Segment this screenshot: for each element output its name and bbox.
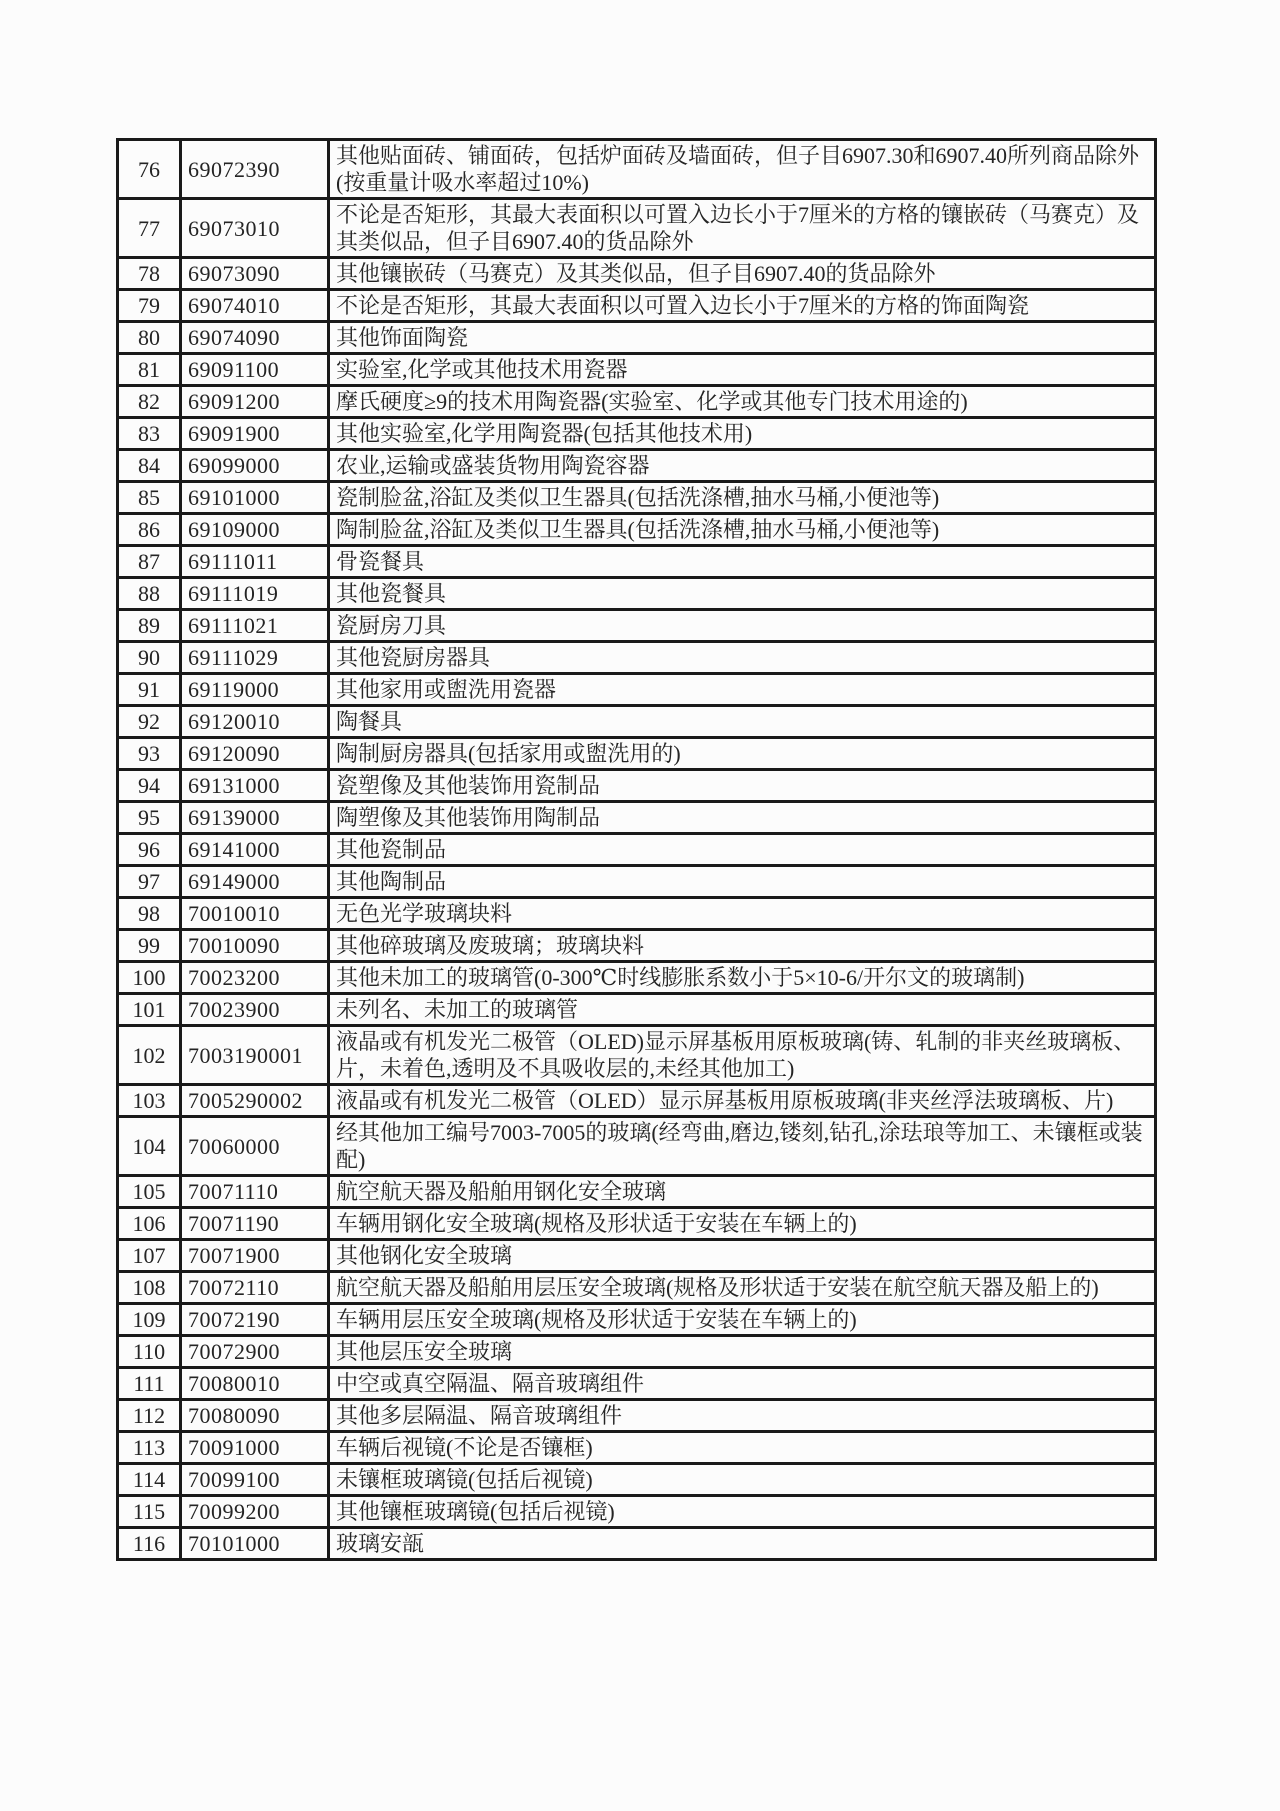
- description-cell: 液晶或有机发光二极管（OLED）显示屏基板用原板玻璃(非夹丝浮法玻璃板、片): [329, 1085, 1156, 1117]
- description-cell: 不论是否矩形，其最大表面积以可置入边长小于7厘米的方格的饰面陶瓷: [329, 290, 1156, 322]
- hs-code-cell: 70010010: [181, 898, 329, 930]
- row-number-cell: 114: [118, 1464, 181, 1496]
- row-number-cell: 99: [118, 930, 181, 962]
- table-row: [118, 1272, 1156, 1304]
- hs-code-cell: 69120010: [181, 706, 329, 738]
- hs-code-cell: 70072190: [181, 1304, 329, 1336]
- table-row: [118, 546, 1156, 578]
- hs-code-cell: 69072390: [181, 140, 329, 199]
- description-cell: 陶制脸盆,浴缸及类似卫生器具(包括洗涤槽,抽水马桶,小便池等): [329, 514, 1156, 546]
- table-row: [118, 962, 1156, 994]
- description-cell: 经其他加工编号7003-7005的玻璃(经弯曲,磨边,镂刻,钻孔,涂珐琅等加工、未镶框或装配): [329, 1117, 1156, 1176]
- table-row: [118, 199, 1156, 258]
- row-number-cell: 101: [118, 994, 181, 1026]
- table-row: [118, 642, 1156, 674]
- row-number-cell: 82: [118, 386, 181, 418]
- hs-code-cell: 69099000: [181, 450, 329, 482]
- table-row: [118, 1304, 1156, 1336]
- table-row: [118, 514, 1156, 546]
- row-number-cell: 86: [118, 514, 181, 546]
- row-number-cell: 110: [118, 1336, 181, 1368]
- table-row: [118, 706, 1156, 738]
- description-cell: 陶餐具: [329, 706, 1156, 738]
- row-number-cell: 108: [118, 1272, 181, 1304]
- description-cell: 其他瓷制品: [329, 834, 1156, 866]
- description-cell: 未镶框玻璃镜(包括后视镜): [329, 1464, 1156, 1496]
- table-row: [118, 386, 1156, 418]
- hs-code-cell: 69101000: [181, 482, 329, 514]
- description-cell: 其他家用或盥洗用瓷器: [329, 674, 1156, 706]
- description-cell: 无色光学玻璃块料: [329, 898, 1156, 930]
- table-row: [118, 1085, 1156, 1117]
- row-number-cell: 113: [118, 1432, 181, 1464]
- description-cell: 未列名、未加工的玻璃管: [329, 994, 1156, 1026]
- hs-code-cell: 69131000: [181, 770, 329, 802]
- hs-code-cell: 70060000: [181, 1117, 329, 1176]
- table-row: [118, 482, 1156, 514]
- description-cell: 农业,运输或盛装货物用陶瓷容器: [329, 450, 1156, 482]
- hs-code-cell: 7003190001: [181, 1026, 329, 1085]
- description-cell: 液晶或有机发光二极管（OLED)显示屏基板用原板玻璃(铸、轧制的非夹丝玻璃板、片，未着色,透明及不具吸收层的,未经其他加工): [329, 1026, 1156, 1085]
- row-number-cell: 89: [118, 610, 181, 642]
- row-number-cell: 109: [118, 1304, 181, 1336]
- row-number-cell: 103: [118, 1085, 181, 1117]
- table-row: [118, 578, 1156, 610]
- row-number-cell: 115: [118, 1496, 181, 1528]
- hs-code-cell: 70023900: [181, 994, 329, 1026]
- row-number-cell: 106: [118, 1208, 181, 1240]
- row-number-cell: 112: [118, 1400, 181, 1432]
- hs-code-table: [116, 138, 1157, 1561]
- hs-code-cell: 69073090: [181, 258, 329, 290]
- description-cell: 瓷厨房刀具: [329, 610, 1156, 642]
- row-number-cell: 107: [118, 1240, 181, 1272]
- row-number-cell: 100: [118, 962, 181, 994]
- row-number-cell: 77: [118, 199, 181, 258]
- row-number-cell: 92: [118, 706, 181, 738]
- description-cell: 其他层压安全玻璃: [329, 1336, 1156, 1368]
- row-number-cell: 95: [118, 802, 181, 834]
- hs-code-cell: 70072900: [181, 1336, 329, 1368]
- description-cell: 其他未加工的玻璃管(0-300℃时线膨胀系数小于5×10-6/开尔文的玻璃制): [329, 962, 1156, 994]
- hs-code-cell: 70080010: [181, 1368, 329, 1400]
- row-number-cell: 116: [118, 1528, 181, 1560]
- table-row: [118, 802, 1156, 834]
- table-row: [118, 1400, 1156, 1432]
- row-number-cell: 91: [118, 674, 181, 706]
- description-cell: 航空航天器及船舶用钢化安全玻璃: [329, 1176, 1156, 1208]
- hs-code-cell: 69074010: [181, 290, 329, 322]
- row-number-cell: 85: [118, 482, 181, 514]
- hs-code-cell: 69073010: [181, 199, 329, 258]
- description-cell: 玻璃安瓿: [329, 1528, 1156, 1560]
- table-row: [118, 1496, 1156, 1528]
- table-row: [118, 290, 1156, 322]
- hs-code-cell: 69139000: [181, 802, 329, 834]
- row-number-cell: 90: [118, 642, 181, 674]
- table-row: [118, 994, 1156, 1026]
- table-row: [118, 834, 1156, 866]
- hs-code-cell: 69111011: [181, 546, 329, 578]
- table-row: [118, 930, 1156, 962]
- table-row: [118, 1208, 1156, 1240]
- hs-code-cell: 69149000: [181, 866, 329, 898]
- description-cell: 车辆用钢化安全玻璃(规格及形状适于安装在车辆上的): [329, 1208, 1156, 1240]
- table-row: [118, 258, 1156, 290]
- row-number-cell: 87: [118, 546, 181, 578]
- hs-code-cell: 69091100: [181, 354, 329, 386]
- hs-code-cell: 69120090: [181, 738, 329, 770]
- table-row: [118, 418, 1156, 450]
- row-number-cell: 80: [118, 322, 181, 354]
- row-number-cell: 93: [118, 738, 181, 770]
- row-number-cell: 94: [118, 770, 181, 802]
- hs-code-cell: 70071900: [181, 1240, 329, 1272]
- row-number-cell: 84: [118, 450, 181, 482]
- table-row: [118, 898, 1156, 930]
- hs-code-cell: 69109000: [181, 514, 329, 546]
- description-cell: 车辆用层压安全玻璃(规格及形状适于安装在车辆上的): [329, 1304, 1156, 1336]
- hs-code-cell: 70071110: [181, 1176, 329, 1208]
- hs-code-cell: 7005290002: [181, 1085, 329, 1117]
- table-row: [118, 770, 1156, 802]
- table-row: [118, 450, 1156, 482]
- row-number-cell: 102: [118, 1026, 181, 1085]
- row-number-cell: 78: [118, 258, 181, 290]
- description-cell: 瓷制脸盆,浴缸及类似卫生器具(包括洗涤槽,抽水马桶,小便池等): [329, 482, 1156, 514]
- description-cell: 陶塑像及其他装饰用陶制品: [329, 802, 1156, 834]
- table-row: [118, 1368, 1156, 1400]
- table-row: [118, 866, 1156, 898]
- description-cell: 其他镶框玻璃镜(包括后视镜): [329, 1496, 1156, 1528]
- hs-code-cell: 69074090: [181, 322, 329, 354]
- table-row: [118, 1026, 1156, 1085]
- row-number-cell: 96: [118, 834, 181, 866]
- description-cell: 其他多层隔温、隔音玻璃组件: [329, 1400, 1156, 1432]
- hs-code-cell: 69111019: [181, 578, 329, 610]
- row-number-cell: 76: [118, 140, 181, 199]
- description-cell: 其他瓷餐具: [329, 578, 1156, 610]
- description-cell: 其他陶制品: [329, 866, 1156, 898]
- table-row: [118, 1432, 1156, 1464]
- description-cell: 瓷塑像及其他装饰用瓷制品: [329, 770, 1156, 802]
- table-row: [118, 354, 1156, 386]
- description-cell: 其他碎玻璃及废玻璃；玻璃块料: [329, 930, 1156, 962]
- hs-code-cell: 69091200: [181, 386, 329, 418]
- row-number-cell: 83: [118, 418, 181, 450]
- hs-code-cell: 70091000: [181, 1432, 329, 1464]
- description-cell: 陶制厨房器具(包括家用或盥洗用的): [329, 738, 1156, 770]
- hs-code-cell: 70101000: [181, 1528, 329, 1560]
- table-row: [118, 1176, 1156, 1208]
- hs-code-cell: 70010090: [181, 930, 329, 962]
- hs-code-cell: 70099100: [181, 1464, 329, 1496]
- table-row: [118, 1528, 1156, 1560]
- description-cell: 其他贴面砖、铺面砖，包括炉面砖及墙面砖，但子目6907.30和6907.40所列商品除外(按重量计吸水率超过10%): [329, 140, 1156, 199]
- table-row: [118, 140, 1156, 199]
- row-number-cell: 81: [118, 354, 181, 386]
- row-number-cell: 79: [118, 290, 181, 322]
- row-number-cell: 97: [118, 866, 181, 898]
- hs-code-cell: 69119000: [181, 674, 329, 706]
- row-number-cell: 111: [118, 1368, 181, 1400]
- description-cell: 不论是否矩形，其最大表面积以可置入边长小于7厘米的方格的镶嵌砖（马赛克）及其类似品，但子目6907.40的货品除外: [329, 199, 1156, 258]
- table-row: [118, 1117, 1156, 1176]
- description-cell: 车辆后视镜(不论是否镶框): [329, 1432, 1156, 1464]
- table-row: [118, 674, 1156, 706]
- hs-code-cell: 70072110: [181, 1272, 329, 1304]
- description-cell: 其他饰面陶瓷: [329, 322, 1156, 354]
- hs-code-cell: 70023200: [181, 962, 329, 994]
- description-cell: 摩氏硬度≥9的技术用陶瓷器(实验室、化学或其他专门技术用途的): [329, 386, 1156, 418]
- hs-code-cell: 70099200: [181, 1496, 329, 1528]
- row-number-cell: 104: [118, 1117, 181, 1176]
- table-row: [118, 1464, 1156, 1496]
- hs-table-body: [118, 140, 1156, 1560]
- table-row: [118, 1240, 1156, 1272]
- description-cell: 其他镶嵌砖（马赛克）及其类似品，但子目6907.40的货品除外: [329, 258, 1156, 290]
- hs-code-cell: 70080090: [181, 1400, 329, 1432]
- description-cell: 其他钢化安全玻璃: [329, 1240, 1156, 1272]
- hs-code-cell: 70071190: [181, 1208, 329, 1240]
- row-number-cell: 105: [118, 1176, 181, 1208]
- description-cell: 其他实验室,化学用陶瓷器(包括其他技术用): [329, 418, 1156, 450]
- description-cell: 航空航天器及船舶用层压安全玻璃(规格及形状适于安装在航空航天器及船上的): [329, 1272, 1156, 1304]
- hs-code-cell: 69111021: [181, 610, 329, 642]
- row-number-cell: 88: [118, 578, 181, 610]
- hs-code-cell: 69111029: [181, 642, 329, 674]
- table-row: [118, 322, 1156, 354]
- hs-code-cell: 69141000: [181, 834, 329, 866]
- table-row: [118, 610, 1156, 642]
- table-row: [118, 738, 1156, 770]
- description-cell: 骨瓷餐具: [329, 546, 1156, 578]
- description-cell: 实验室,化学或其他技术用瓷器: [329, 354, 1156, 386]
- description-cell: 其他瓷厨房器具: [329, 642, 1156, 674]
- row-number-cell: 98: [118, 898, 181, 930]
- description-cell: 中空或真空隔温、隔音玻璃组件: [329, 1368, 1156, 1400]
- table-row: [118, 1336, 1156, 1368]
- hs-code-cell: 69091900: [181, 418, 329, 450]
